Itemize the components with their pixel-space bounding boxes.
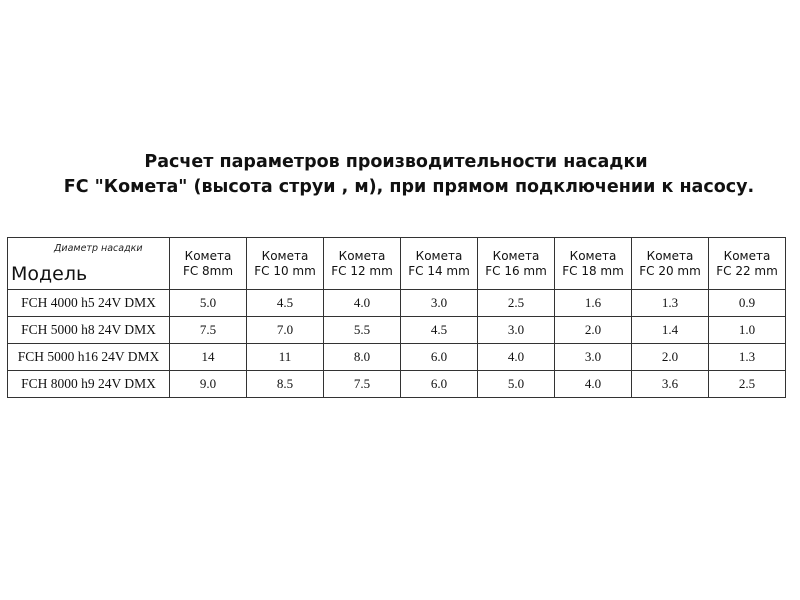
title-line-2: FC "Комета" (высота струи , м), при прямом подключении к насосу. <box>63 177 755 197</box>
value-cell: 2.5 <box>709 371 786 398</box>
value-cell: 4.0 <box>555 371 632 398</box>
column-header <box>324 238 401 290</box>
column-header-name: Комета <box>261 248 309 263</box>
value-cell: 4.0 <box>478 344 555 371</box>
value-cell: 2.0 <box>555 317 632 344</box>
value-cell: 2.0 <box>632 344 709 371</box>
value-cell: 14 <box>170 344 247 371</box>
column-header <box>170 238 247 290</box>
value-cell: 7.5 <box>170 317 247 344</box>
model-cell: FCH 5000 h16 24V DMX <box>8 344 170 371</box>
column-header-name: Комета <box>415 248 463 263</box>
column-header-size: FC 20 mm <box>639 263 701 278</box>
value-cell: 3.6 <box>632 371 709 398</box>
value-cell: 0.9 <box>709 290 786 317</box>
value-cell: 8.0 <box>324 344 401 371</box>
header-row <box>8 238 786 290</box>
value-cell: 5.0 <box>170 290 247 317</box>
value-cell: 4.5 <box>247 290 324 317</box>
value-cell: 3.0 <box>555 344 632 371</box>
column-header <box>401 238 478 290</box>
performance-table <box>7 237 786 398</box>
page-title <box>0 150 800 200</box>
column-header-size: FC 10 mm <box>254 263 316 278</box>
column-header <box>247 238 324 290</box>
column-header-size: FC 22 mm <box>716 263 778 278</box>
column-header-name: Комета <box>723 248 771 263</box>
value-cell: 3.0 <box>401 290 478 317</box>
value-cell: 11 <box>247 344 324 371</box>
column-header-size: FC 18 mm <box>562 263 624 278</box>
value-cell: 9.0 <box>170 371 247 398</box>
column-header <box>478 238 555 290</box>
value-cell: 2.5 <box>478 290 555 317</box>
value-cell: 1.3 <box>709 344 786 371</box>
column-header-size: FC 12 mm <box>331 263 393 278</box>
column-header-name: Комета <box>646 248 694 263</box>
value-cell: 1.4 <box>632 317 709 344</box>
value-cell: 1.6 <box>555 290 632 317</box>
table-row <box>8 371 786 398</box>
corner-header-cell <box>8 238 170 290</box>
model-cell: FCH 8000 h9 24V DMX <box>8 371 170 398</box>
table-row <box>8 344 786 371</box>
value-cell: 4.5 <box>401 317 478 344</box>
column-header <box>555 238 632 290</box>
column-header-name: Комета <box>492 248 540 263</box>
table-row <box>8 317 786 344</box>
model-cell: FCH 5000 h8 24V DMX <box>8 317 170 344</box>
title-line-1: Расчет параметров производительности насадки <box>144 152 648 172</box>
value-cell: 1.0 <box>709 317 786 344</box>
diameter-header-label: Диаметр насадки <box>54 243 143 254</box>
value-cell: 5.5 <box>324 317 401 344</box>
column-header-size: FC 8mm <box>182 263 234 278</box>
value-cell: 7.0 <box>247 317 324 344</box>
column-header <box>709 238 786 290</box>
value-cell: 4.0 <box>324 290 401 317</box>
column-header-size: FC 14 mm <box>408 263 470 278</box>
table-row <box>8 290 786 317</box>
value-cell: 6.0 <box>401 371 478 398</box>
column-header-name: Комета <box>569 248 617 263</box>
column-header-size: FC 16 mm <box>485 263 547 278</box>
value-cell: 6.0 <box>401 344 478 371</box>
model-header-label: Модель <box>11 263 88 285</box>
value-cell: 5.0 <box>478 371 555 398</box>
column-header-name: Комета <box>184 248 232 263</box>
value-cell: 8.5 <box>247 371 324 398</box>
model-cell: FCH 4000 h5 24V DMX <box>8 290 170 317</box>
value-cell: 1.3 <box>632 290 709 317</box>
column-header-name: Комета <box>338 248 386 263</box>
column-header <box>632 238 709 290</box>
value-cell: 3.0 <box>478 317 555 344</box>
value-cell: 7.5 <box>324 371 401 398</box>
